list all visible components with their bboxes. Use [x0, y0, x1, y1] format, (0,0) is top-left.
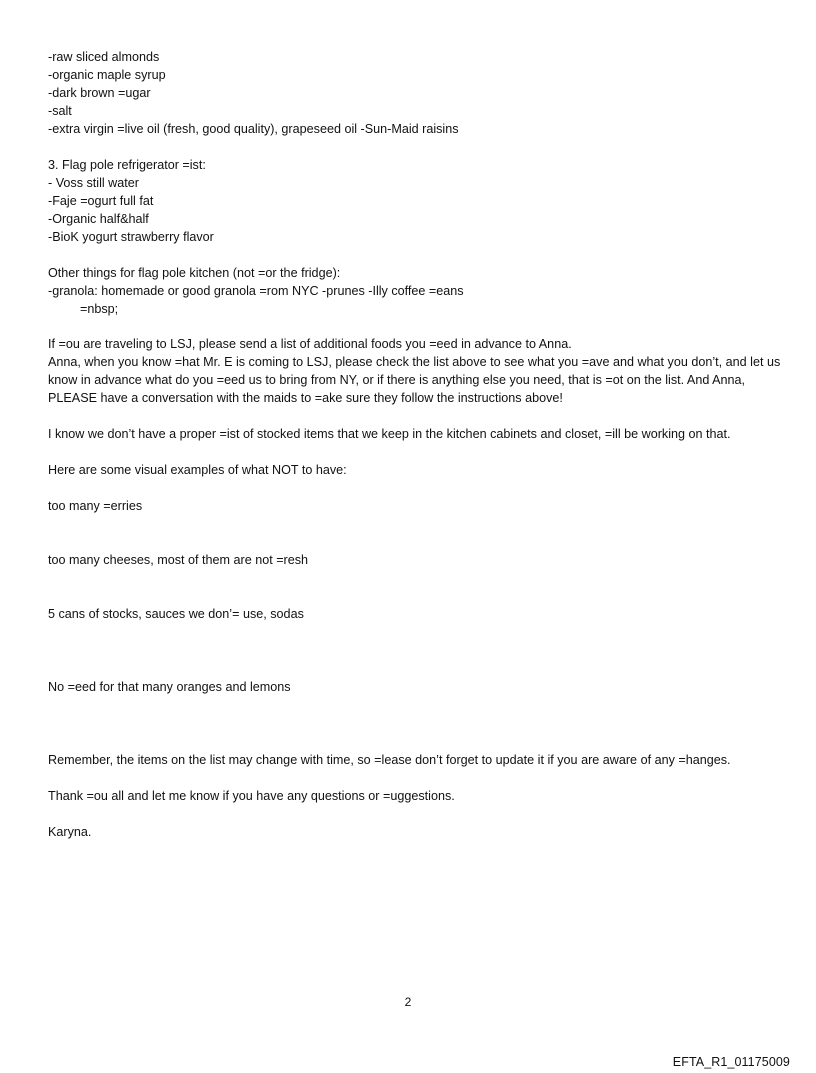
- list-item: -extra virgin =live oil (fresh, good quality), grapeseed oil -Sun-Maid raisins: [48, 122, 459, 136]
- travel-section: [48, 335, 788, 407]
- travel-paragraph: Anna, when you know =hat Mr. E is coming to LSJ, please check the list above to see what you =ave and what you don’t, and let us know in advance what do you =eed us to bring from NY, or if there is anything else you need, that is =ot on the list. And Anna, PLEASE have a conversation with the maids to =ake sure they follow the instructions above!: [48, 355, 781, 405]
- list-item: -raw sliced almonds: [48, 50, 160, 64]
- example-berries: too many =erries: [48, 499, 143, 513]
- visual-intro: Here are some visual examples of what NOT to have:: [48, 463, 347, 477]
- fridge-heading: 3. Flag pole refrigerator =ist:: [48, 158, 206, 172]
- example-oranges: No =eed for that many oranges and lemons: [48, 680, 291, 694]
- ingredient-list: [48, 48, 788, 138]
- thanks-line: Thank =ou all and let me know if you have any questions or =uggestions.: [48, 789, 455, 803]
- reminder-paragraph: Remember, the items on the list may change with time, so =lease don’t forget to update it if you are aware of any =hanges.: [48, 753, 731, 767]
- document-body: [48, 48, 788, 841]
- stocked-note: I know we don’t have a proper =ist of stocked items that we keep in the kitchen cabinets and closet, =ill be working on that.: [48, 427, 731, 441]
- kitchen-list: [48, 264, 788, 318]
- kitchen-heading: Other things for flag pole kitchen (not =or the fridge):: [48, 266, 341, 280]
- document-id: EFTA_R1_01175009: [672, 1055, 790, 1069]
- kitchen-items: -granola: homemade or good granola =rom NYC -prunes -Illy coffee =eans: [48, 284, 464, 298]
- travel-line: If =ou are traveling to LSJ, please send a list of additional foods you =eed in advance to Anna.: [48, 337, 572, 351]
- list-item: -BioK yogurt strawberry flavor: [48, 230, 214, 244]
- list-item: -salt: [48, 104, 72, 118]
- list-item: -Organic half&half: [48, 212, 149, 226]
- list-item: -Faje =ogurt full fat: [48, 194, 154, 208]
- example-cheeses: too many cheeses, most of them are not =resh: [48, 553, 309, 567]
- list-item: - Voss still water: [48, 176, 139, 190]
- fridge-list: [48, 156, 788, 246]
- signature: Karyna.: [48, 825, 92, 839]
- page-number: 2: [404, 995, 412, 1009]
- kitchen-indent-line: =nbsp;: [80, 302, 119, 316]
- example-cans: 5 cans of stocks, sauces we don’= use, sodas: [48, 607, 304, 621]
- list-item: -organic maple syrup: [48, 68, 166, 82]
- list-item: -dark brown =ugar: [48, 86, 151, 100]
